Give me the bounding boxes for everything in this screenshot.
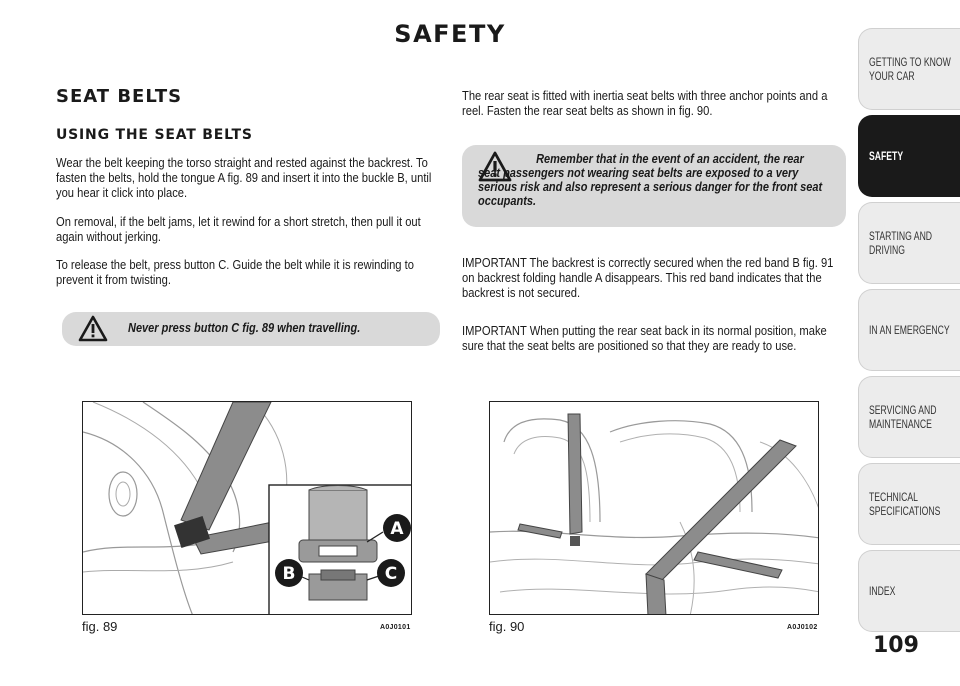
tab-label: IN AN EMERGENCY	[869, 323, 950, 337]
figure-90-code: A0J0102	[787, 624, 818, 631]
figure-90-label: fig. 90	[489, 619, 525, 634]
figure-89-label: fig. 89	[82, 619, 118, 634]
tab-safety[interactable]	[858, 115, 960, 197]
callout-a-letter: A	[390, 519, 404, 539]
paragraph-fasten: Wear the belt keeping the torso straight and rested against the backrest. To fasten the belts, hold the tongue A fig. 89 and insert it into the buckle B, until you hear it click into place.	[56, 155, 432, 200]
tab-label: SERVICING AND MAINTENANCE	[869, 403, 937, 431]
section-title: SEAT BELTS	[56, 86, 183, 107]
page-title: SAFETY	[394, 20, 506, 48]
callout-b-letter: B	[282, 564, 296, 584]
figure-89-image	[82, 401, 412, 615]
warning-box-left	[62, 312, 440, 346]
tab-technical-specifications[interactable]	[858, 463, 960, 545]
tab-label: INDEX	[869, 584, 896, 598]
paragraph-important-backrest: IMPORTANT The backrest is correctly secured when the red band B fig. 91 on backrest folding handle A disappears. This red band indicates that the backrest is not secured.	[462, 255, 834, 300]
callout-c-letter: C	[384, 564, 398, 584]
paragraph-rear-seat: The rear seat is fitted with inertia seat belts with three anchor points and a reel. Fasten the rear seat belts as shown in fig. 90.	[462, 88, 828, 118]
tab-in-an-emergency[interactable]	[858, 289, 960, 371]
figure-90-image	[489, 401, 819, 615]
paragraph-removal: On removal, if the belt jams, let it rewind for a short stretch, then pull it out again without jerking.	[56, 214, 421, 244]
subsection-title: USING THE SEAT BELTS	[56, 127, 253, 143]
warning-text-right: Remember that in the event of an accident, the rear seat passengers not wearing seat belts are exposed to a very serious risk and also represent a serious danger for the front seat occupants.	[478, 152, 823, 208]
tab-getting-to-know-your-car[interactable]	[858, 28, 960, 110]
page-number: 109	[873, 633, 919, 658]
seat-belt-buckle-illustration	[83, 402, 412, 615]
tab-label: TECHNICAL SPECIFICATIONS	[869, 490, 941, 518]
tab-label: SAFETY	[869, 149, 904, 163]
tab-servicing-and-maintenance[interactable]	[858, 376, 960, 458]
warning-triangle-icon	[78, 315, 108, 342]
tab-index[interactable]	[858, 550, 960, 632]
rear-seat-belts-illustration	[490, 402, 819, 615]
tab-label: STARTING AND DRIVING	[869, 229, 933, 257]
warning-text-left: Never press button C fig. 89 when travelling.	[128, 321, 361, 335]
figure-89-code: A0J0101	[380, 624, 411, 631]
tab-label: GETTING TO KNOW YOUR CAR	[869, 55, 951, 83]
tab-starting-and-driving[interactable]	[858, 202, 960, 284]
paragraph-release: To release the belt, press button C. Guide the belt while it is rewinding to prevent it from twisting.	[56, 257, 414, 287]
paragraph-important-rear-seat: IMPORTANT When putting the rear seat back in its normal position, make sure that the seat belts are positioned so that they are ready to use.	[462, 323, 827, 353]
warning-box-right	[462, 145, 846, 227]
